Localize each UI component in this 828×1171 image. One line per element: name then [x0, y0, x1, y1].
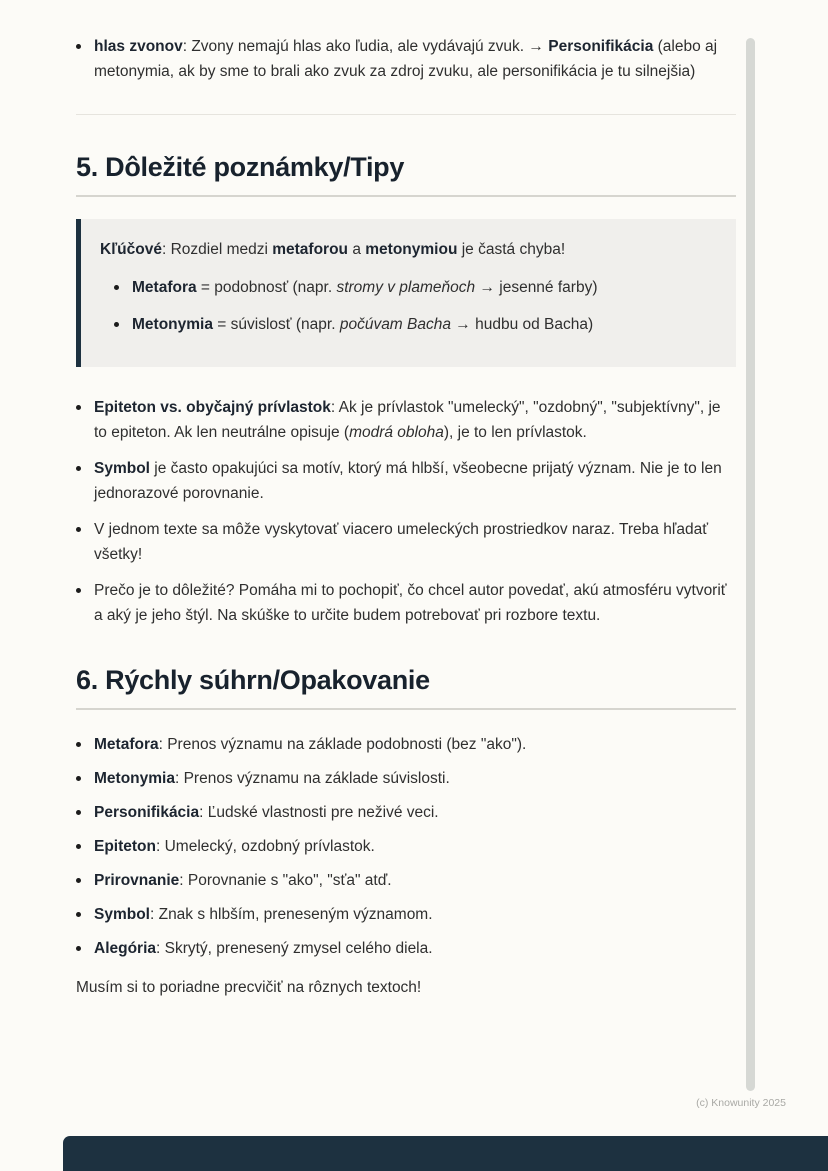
bold-text: Kľúčové — [100, 241, 162, 258]
bullet-icon — [76, 810, 81, 815]
text-segment: = súvislosť (napr. — [212, 316, 340, 333]
bold-text: Metonymia — [94, 770, 175, 787]
list-item — [76, 936, 736, 961]
text-segment: : Porovnanie s "ako", "sťa" atď. — [179, 872, 392, 889]
text-segment: → jesenné farby) — [475, 279, 598, 296]
italic-text: stromy v plameňoch — [336, 279, 476, 296]
list-item-text — [94, 902, 433, 927]
bullet-icon — [76, 588, 81, 593]
list-item-text — [94, 578, 736, 628]
bold-text: Epiteton vs. obyčajný prívlastok — [94, 399, 331, 416]
section-6-summary-list — [76, 732, 736, 961]
bold-text: Alegória — [94, 940, 157, 957]
next-page-edge-bar — [63, 1136, 828, 1171]
text-segment: ), je to len prívlastok. — [443, 424, 587, 441]
list-item — [76, 868, 736, 893]
list-item-text — [94, 34, 736, 84]
document-content — [76, 34, 736, 1000]
intro-list — [76, 34, 736, 84]
text-segment: (alebo aj metonymia, ak by sme to brali ako zvuk za zdroj zvuku, ale personifikácia je tu silnejšia) — [94, 38, 718, 80]
list-item — [76, 578, 736, 628]
bold-text: metaforou — [272, 241, 349, 258]
section-5-title: 5. Dôležité poznámky/Tipy — [76, 151, 736, 197]
list-item — [76, 456, 736, 506]
text-segment: Prečo je to dôležité? Pomáha mi to pochopiť, čo chcel autor povedať, akú atmosféru vytvoriť a aký je jeho štýl. Na skúške to určite budem potrebovať pri rozbore textu. — [94, 582, 727, 624]
callout-list — [100, 275, 714, 337]
list-item — [76, 732, 736, 757]
bold-text: Personifikácia — [548, 38, 654, 55]
bullet-icon — [76, 844, 81, 849]
bold-text: Metonymia — [132, 316, 213, 333]
footer-credit: (c) Knowunity 2025 — [696, 1097, 786, 1109]
section-6-title: 6. Rýchly súhrn/Opakovanie — [76, 664, 736, 710]
list-item — [76, 766, 736, 791]
section-5-notes-list — [76, 395, 736, 628]
text-segment: → hudbu od Bacha) — [450, 316, 594, 333]
bold-text: Prirovnanie — [94, 872, 180, 889]
text-segment: : Zvony nemajú hlas ako ľudia, ale vydávajú zvuk. → — [182, 38, 549, 55]
list-item — [76, 395, 736, 445]
bold-text: metonymiou — [365, 241, 458, 258]
bullet-icon — [76, 912, 81, 917]
callout-intro-text — [100, 237, 714, 262]
bullet-icon — [76, 776, 81, 781]
list-item-text — [94, 456, 736, 506]
text-segment: : Rozdiel medzi — [161, 241, 273, 258]
text-segment: je často opakujúci sa motív, ktorý má hlbší, všeobecne prijatý význam. Nie je to len jednorazové porovnanie. — [94, 460, 722, 502]
text-segment: : Ľudské vlastnosti pre neživé veci. — [199, 804, 439, 821]
list-item-text — [94, 834, 375, 859]
text-segment: : Umelecký, ozdobný prívlastok. — [156, 838, 375, 855]
bold-text: Epiteton — [94, 838, 156, 855]
list-item — [114, 275, 714, 300]
text-segment: = podobnosť (napr. — [196, 279, 337, 296]
section-divider — [76, 114, 736, 115]
text-segment: : Znak s hlbším, preneseným významom. — [149, 906, 433, 923]
bullet-icon — [76, 44, 81, 49]
bullet-icon — [76, 405, 81, 410]
bullet-icon — [76, 466, 81, 471]
list-item — [76, 834, 736, 859]
list-item — [76, 902, 736, 927]
closing-note: Musím si to poriadne precvičiť na rôznych textoch! — [76, 979, 422, 996]
list-item-text — [94, 766, 450, 791]
bold-text: Symbol — [94, 460, 150, 477]
list-item-text — [94, 868, 392, 893]
text-segment: : Ak je prívlastok "umelecký", "ozdobný", "subjektívny", je to epiteton. Ak len neutrálne opisuje ( — [94, 399, 721, 441]
italic-text: počúvam Bacha — [339, 316, 451, 333]
text-segment: : Skrytý, prenesený zmysel celého diela. — [156, 940, 433, 957]
list-item — [76, 800, 736, 825]
list-item-text — [132, 275, 597, 300]
bullet-icon — [114, 322, 119, 327]
list-item — [76, 34, 736, 84]
list-item-text — [132, 312, 593, 337]
text-segment: V jednom texte sa môže vyskytovať viacero umeleckých prostriedkov naraz. Treba hľadať všetky! — [94, 521, 709, 563]
list-item-text — [94, 517, 736, 567]
bullet-icon — [76, 742, 81, 747]
bullet-icon — [76, 878, 81, 883]
list-item-text — [94, 732, 526, 757]
key-callout — [76, 219, 736, 367]
list-item — [76, 517, 736, 567]
italic-text: modrá obloha — [349, 424, 444, 441]
list-item-text — [94, 800, 439, 825]
text-segment: je častá chyba! — [457, 241, 566, 258]
list-item — [114, 312, 714, 337]
bold-text: Metafora — [94, 736, 159, 753]
bullet-icon — [114, 285, 119, 290]
list-item-text — [94, 395, 736, 445]
list-item-text — [94, 936, 433, 961]
bold-text: hlas zvonov — [94, 38, 183, 55]
bold-text: Metafora — [132, 279, 197, 296]
bullet-icon — [76, 946, 81, 951]
bullet-icon — [76, 527, 81, 532]
text-segment: a — [348, 241, 366, 258]
text-segment: : Prenos významu na základe podobnosti (bez "ako"). — [158, 736, 527, 753]
scrollbar-thumb[interactable] — [746, 38, 755, 1091]
text-segment: : Prenos významu na základe súvislosti. — [174, 770, 450, 787]
bold-text: Symbol — [94, 906, 150, 923]
bold-text: Personifikácia — [94, 804, 200, 821]
